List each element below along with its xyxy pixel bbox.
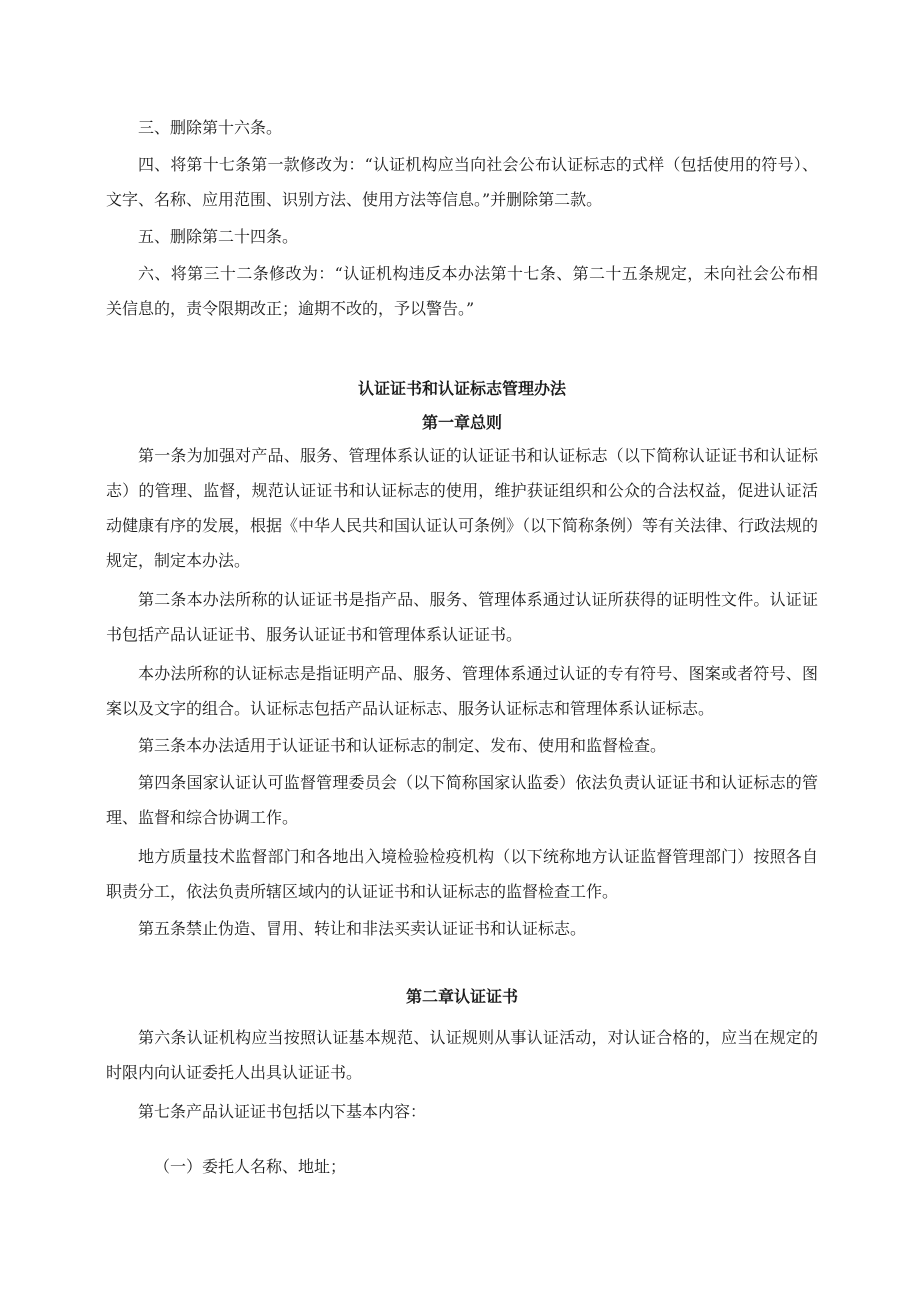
article-3: 第三条本办法适用于认证证书和认证标志的制定、发布、使用和监督检查。 — [138, 736, 667, 755]
article-4-paragraph-2: 地方质量技术监督部门和各地出入境检验检疫机构（以下统称地方认证监督管理部门）按照各自职责分工，依法负责所辖区域内的认证证书和认证标志的监督检查工作。 — [106, 847, 818, 901]
article-4: 第四条国家认证认可监督管理委员会（以下简称国家认监委）依法负责认证证书和认证标志的管理、监督和综合协调工作。 — [106, 773, 818, 827]
article-7-item-1: （一）委托人名称、地址； — [154, 1157, 347, 1176]
amendment-5: 五、删除第二十四条。 — [138, 227, 299, 246]
amendment-4: 四、将第十七条第一款修改为：“认证机构应当向社会公布认证标志的式样（包括使用的符号）、文字、名称、应用范围、识别方法、使用方法等信息。”并删除第二款。 — [106, 155, 818, 209]
article-1: 第一条为加强对产品、服务、管理体系认证的认证证书和认证标志（以下简称认证证书和认证标志）的管理、监督，规范认证证书和认证标志的使用，维护获证组织和公众的合法权益，促进认证活动健康有序的发展，根据《中华人民共和国认证认可条例》（以下简称条例）等有关法律、行政法规的规定，制定本办法。 — [106, 446, 819, 570]
article-7: 第七条产品认证证书包括以下基本内容： — [138, 1102, 427, 1121]
article-5: 第五条禁止伪造、冒用、转让和非法买卖认证证书和认证标志。 — [138, 919, 587, 938]
chapter-2-title: 第二章认证证书 — [405, 987, 518, 1006]
document-body — [106, 110, 818, 1184]
chapter-1-title: 第一章总则 — [421, 413, 502, 432]
article-2-paragraph-2: 本办法所称的认证标志是指证明产品、服务、管理体系通过认证的专有符号、图案或者符号、图案以及文字的组合。认证标志包括产品认证标志、服务认证标志和管理体系认证标志。 — [106, 664, 818, 718]
amendment-6: 六、将第三十二条修改为：“认证机构违反本办法第十七条、第二十五条规定，未向社会公布相关信息的，责令限期改正；逾期不改的，予以警告。” — [106, 264, 818, 318]
article-6: 第六条认证机构应当按照认证基本规范、认证规则从事认证活动，对认证合格的，应当在规定的时限内向认证委托人出具认证证书。 — [106, 1028, 818, 1082]
document-title: 认证证书和认证标志管理办法 — [357, 379, 566, 398]
amendment-3: 三、删除第十六条。 — [138, 118, 283, 137]
article-2: 第二条本办法所称的认证证书是指产品、服务、管理体系通过认证所获得的证明性文件。认证证书包括产品认证证书、服务认证证书和管理体系认证证书。 — [106, 590, 818, 644]
